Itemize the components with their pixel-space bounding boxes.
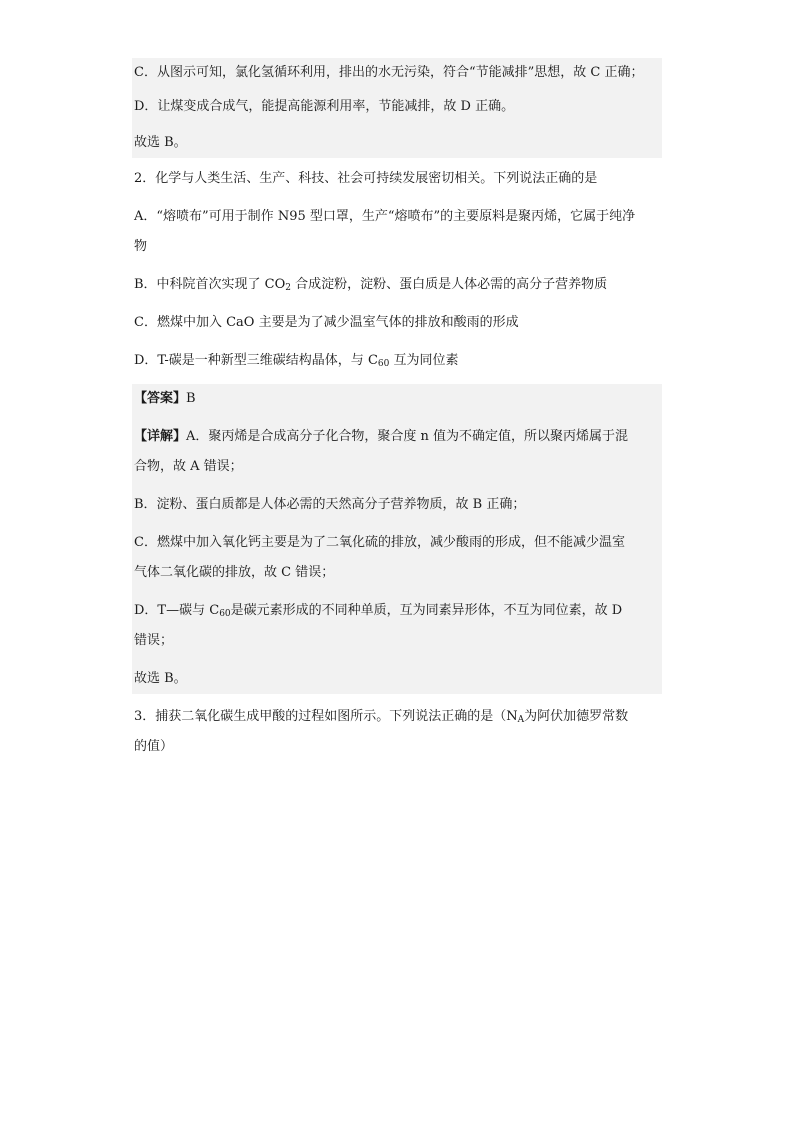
- q2-explain-a-line1: [132, 422, 662, 452]
- q2-solution: [132, 384, 662, 694]
- q2-option-a-line1: A．“熔喷布”可用于制作 N95 型口罩，生产“熔喷布”的主要原料是聚丙烯，它属于纯净: [134, 209, 636, 224]
- previous-solution: [132, 58, 662, 158]
- q2-option-d-subscript: 60: [377, 359, 390, 369]
- explain-d-text: D．T—碳与 C: [134, 603, 220, 618]
- q2-option-d: [132, 346, 662, 376]
- q2-explain-c-line2: 气体二氧化碳的排放，故 C 错误；: [134, 565, 335, 580]
- q2-option-d-text: D．T-碳是一种新型三维碳结构晶体，与 C: [134, 353, 378, 368]
- prev-conclusion: 故选 B。: [134, 135, 187, 150]
- explain-tag: 【详解】: [134, 429, 187, 444]
- q2-stem: 2．化学与人类生活、生产、科技、社会可持续发展密切相关。下列说法正确的是: [134, 171, 598, 186]
- question-3: [132, 702, 662, 762]
- q2-explain-d-line1: [132, 596, 662, 626]
- prev-option-d-explanation: D．让煤变成合成气，能提高能源利用率，节能减排，故 D 正确。: [134, 99, 515, 114]
- q2-option-d-text-rest: 互为同位素: [389, 353, 459, 368]
- q2-option-b-subscript: 2: [285, 283, 292, 293]
- prev-option-c-explanation: C．从图示可知，氯化氢循环利用，排出的水无污染，符合“节能减排”思想，故 C 正确；: [134, 65, 644, 80]
- document-page: [132, 58, 662, 762]
- q3-stem-line1: [132, 702, 662, 732]
- q2-option-a-line2: 物: [134, 239, 148, 254]
- q2-conclusion: 故选 B。: [134, 671, 187, 686]
- q2-option-b-text: B．中科院首次实现了 CO: [134, 277, 286, 292]
- q2-answer: [132, 384, 662, 414]
- q2-option-b: [132, 270, 662, 300]
- q2-option-b-text-rest: 合成淀粉，淀粉、蛋白质是人体必需的高分子营养物质: [291, 277, 608, 292]
- q2-explain-d-line2: 错误；: [134, 633, 174, 648]
- explain-d-text-rest: 是碳元素形成的不同种单质，互为同素异形体，不互为同位素，故 D: [230, 603, 623, 618]
- q3-stem-text-rest: 为阿伏加德罗常数: [524, 709, 629, 724]
- explain-a-text: A．聚丙烯是合成高分子化合物，聚合度 n 值为不确定值，所以聚丙烯属于混: [186, 429, 629, 444]
- answer-value: B: [186, 391, 196, 406]
- answer-tag: 【答案】: [134, 391, 187, 406]
- question-2: [132, 164, 662, 376]
- q2-option-c: C．燃煤中加入 CaO 主要是为了减少温室气体的排放和酸雨的形成: [134, 315, 519, 330]
- q3-stem-line2: 的值）: [134, 739, 174, 754]
- q3-stem-text: 3．捕获二氧化碳生成甲酸的过程如图所示。下列说法正确的是（N: [134, 709, 518, 724]
- q2-explain-b: B．淀粉、蛋白质都是人体必需的天然高分子营养物质，故 B 正确；: [134, 497, 526, 512]
- q3-stem-subscript: A: [517, 715, 525, 725]
- q2-explain-a-line2: 合物，故 A 错误；: [134, 459, 243, 474]
- q2-explain-c-line1: C．燃煤中加入氧化钙主要是为了二氧化硫的排放，减少酸雨的形成，但不能减少温室: [134, 535, 625, 550]
- explain-d-subscript: 60: [219, 609, 231, 619]
